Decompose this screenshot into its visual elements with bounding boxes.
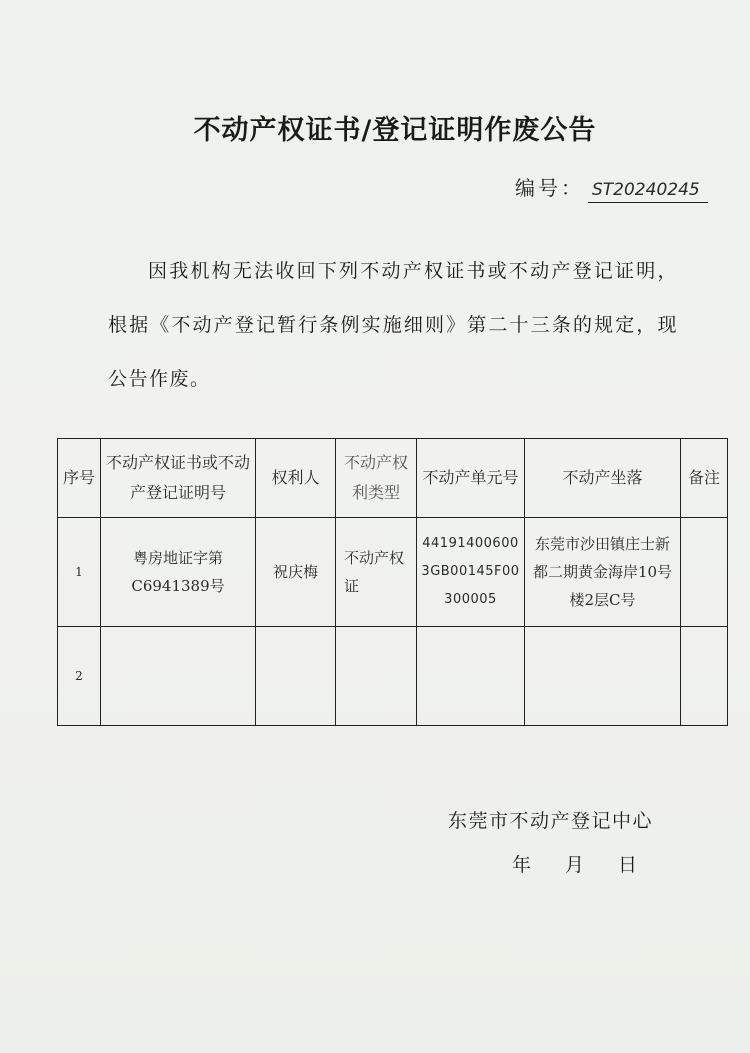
cell-location: 东莞市沙田镇庄士新都二期黄金海岸10号楼2层C号: [525, 518, 681, 627]
header-cert: 不动产权证书或不动产登记证明号: [101, 439, 256, 518]
cell-location: [525, 627, 681, 726]
cell-remark: [681, 627, 728, 726]
header-seq: 序号: [58, 439, 101, 518]
cell-cert: 粤房地证字第C6941389号: [101, 518, 256, 627]
cell-type: 不动产权证: [336, 518, 417, 627]
records-table: [57, 438, 728, 726]
date-year: 年: [512, 854, 532, 876]
announcement-body: 因我机构无法收回下列不动产权证书或不动产登记证明，根据《不动产登记暂行条例实施细则》第二十三条的规定，现公告作废。: [108, 260, 678, 390]
serial-label: 编号：: [515, 176, 584, 200]
cell-seq: 1: [58, 518, 101, 627]
header-location: 不动产坐落: [525, 439, 681, 518]
document-title: 不动产权证书/登记证明作废公告: [193, 115, 597, 146]
header-remark: 备注: [681, 439, 728, 518]
signature-date: [512, 850, 637, 877]
date-day: 日: [618, 854, 638, 876]
cell-unit: 441914006003GB00145F00300005: [417, 518, 525, 627]
header-unit: 不动产单元号: [417, 439, 525, 518]
table-row: [58, 627, 728, 726]
issuing-organization: 东莞市不动产登记中心: [448, 810, 654, 832]
cell-type: [336, 627, 417, 726]
table-header-row: [58, 439, 728, 518]
serial-value: ST20240245: [588, 180, 708, 203]
cell-holder: [256, 627, 336, 726]
date-month: 月: [565, 854, 585, 876]
cell-seq: 2: [58, 627, 101, 726]
header-holder: 权利人: [256, 439, 336, 518]
serial-number: [515, 172, 708, 203]
cell-holder: 祝庆梅: [256, 518, 336, 627]
header-type: 不动产权利类型: [336, 439, 417, 518]
cell-cert: [101, 627, 256, 726]
cell-unit: [417, 627, 525, 726]
cell-remark: [681, 518, 728, 627]
table-row: [58, 518, 728, 627]
